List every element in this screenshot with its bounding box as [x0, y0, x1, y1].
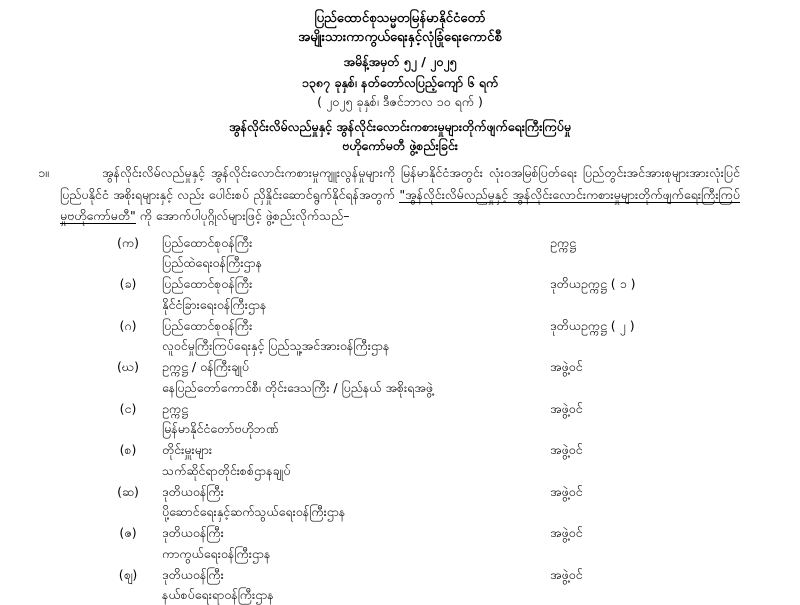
list-item-number: (စ) [119, 442, 137, 458]
list-item-number: (ဃ) [117, 359, 139, 375]
header-date-burmese: ၁၃၈၇ ခုနှစ်၊ နတ်တော်လပြည့်ကျော် ၆ ရက် [301, 75, 499, 91]
list-item-name [154, 482, 546, 523]
list-item [60, 565, 740, 605]
list-item-role: အဖွဲ့ဝင် [550, 400, 583, 416]
list-item-name-line-1: ဒုတိယဝန်ကြီး [162, 525, 224, 541]
list-item-name [154, 316, 546, 357]
document-body-paragraph [38, 162, 741, 227]
list-item-name-line-2: နိုင်ငံခြားရေးဝန်ကြီးဌာန [162, 296, 267, 312]
list-item-role: အဖွဲ့ဝင် [550, 525, 583, 541]
list-item-number: (ဈ) [118, 566, 138, 582]
list-item-role: ဒုတိယဥက္ကဋ္ဌ ( ၁ ) [550, 276, 636, 292]
header-line-country: ပြည်ထောင်စုသမ္မတမြန်မာနိုင်ငံတော် [314, 11, 486, 26]
list-item-number: (ခ) [119, 276, 137, 292]
document-header [60, 10, 740, 112]
header-line-council: အမျိုးသားကာကွယ်ရေးနှင့်လုံခြုံရေးကောင်စီ [298, 29, 502, 45]
document-title-line-2: ဗဟိုကော်မတီ ဖွဲ့စည်းခြင်း [342, 137, 458, 153]
list-item-name-line-2: နေပြည်တော်ကောင်စီ၊ တိုင်းဒေသကြီး / ပြည်နယ် အစိုးရအဖွဲ့ [162, 379, 433, 395]
list-item-name-line-1: ပြည်ထောင်စုဝန်ကြီး [162, 317, 253, 333]
list-item [60, 274, 740, 315]
paragraph-text-part-1: အွန်လိုင်းလိမ်လည်မှုနှင့် အွန်လိုင်းလောင်းကစားမှုကျူးလွန်မှုများကို မြန်မာနိုင်ငံအတွင်း လုံးဝအမြစ်ပြတ်ရေး ပြည်တွင်းအင်အားစုများအားလုံးပြင် ပြည်ပနိုင်ငံ အစိုးရများနှင့် လည်း ပေါင်းစပ် ညှိနှိုင်းဆောင်ရွက်နိုင်ရန်အတွက် [60, 165, 740, 202]
header-order-number: အမိန့်အမှတ် ၅၂ / ၂၀၂၅ [343, 53, 457, 69]
list-item [60, 357, 740, 398]
list-item [60, 440, 740, 481]
list-item-name-line-1: ဥက္ကဋ္ဌ / ဝန်ကြီးချုပ် [162, 359, 250, 375]
list-item-name [154, 274, 546, 315]
header-date-gregorian: ( ၂၀၂၅ ခုနှစ်၊ ဒီဇင်ဘာလ ၁၀ ရက် ) [317, 94, 483, 110]
list-item-name [154, 357, 546, 398]
list-item-name-line-2: နယ်စပ်ရေးရာဝန်ကြီးဌာန [162, 587, 274, 603]
list-item-number: (ဆ) [117, 483, 139, 499]
document-title [60, 118, 740, 156]
list-item-name [154, 565, 546, 605]
list-item-number: (င) [119, 400, 137, 416]
list-item-name-line-2: သက်ဆိုင်ရာတိုင်းစစ်ဌာနချုပ် [162, 462, 291, 478]
list-item-name-line-1: ပြည်ထောင်စုဝန်ကြီး [162, 276, 253, 292]
list-item [60, 399, 740, 440]
list-item-name-line-1: ဒုတိယဝန်ကြီး [162, 566, 224, 582]
list-item-role: အဖွဲ့ဝင် [550, 442, 583, 458]
list-item-number: (ဂ) [119, 317, 137, 333]
list-item [60, 316, 740, 357]
list-item-role: အဖွဲ့ဝင် [550, 483, 583, 499]
list-item-role: အဖွဲ့ဝင် [550, 359, 583, 375]
list-item-number: (က) [117, 234, 139, 250]
list-item-name-line-1: ဒုတိယဝန်ကြီး [162, 483, 224, 499]
paragraph-quoted-committee-name: "အွန်လိုင်းလိမ်လည်မှုနှင့် အွန်လိုင်းလောင်းကစားမှုများတိုက်ဖျက်ရေးကြီးကြပ်မှုဗဟိုကော်မတီ" [60, 186, 741, 224]
list-item [60, 482, 740, 523]
paragraph-marker: ၁။ [38, 165, 49, 181]
list-item-role: ဒုတိယဥက္ကဋ္ဌ ( ၂ ) [550, 317, 635, 333]
list-item [60, 233, 740, 274]
list-item-name-line-2: ကာကွယ်ရေးဝန်ကြီးဌာန [162, 545, 271, 561]
paragraph-text-part-2: ကို အောက်ပါပုဂ္ဂိုလ်များဖြင့် ဖွဲ့စည်းလိုက်သည်– [139, 208, 350, 224]
list-item-number: (ဇ) [119, 525, 137, 541]
list-item-name [154, 440, 546, 481]
list-item-name-line-2: ပြည်ထဲရေးဝန်ကြီးဌာန [162, 255, 263, 271]
list-item-name [154, 523, 546, 564]
member-list [60, 233, 740, 605]
list-item-role: ဥက္ကဋ္ဌ [550, 234, 576, 250]
document-title-line-1: အွန်လိုင်းလိမ်လည်မှုနှင့် အွန်လိုင်းလောင်းကစားမှုများတိုက်ဖျက်ရေးကြီးကြပ်မှု [229, 118, 571, 134]
list-item-name-line-2: မြန်မာနိုင်ငံတော်ဗဟိုဘဏ် [162, 421, 279, 437]
list-item-name-line-2: လူဝင်မှုကြီးကြပ်ရေးနှင့် ပြည်သူ့အင်အားဝန်ကြီးဌာန [162, 338, 390, 354]
list-item-name [154, 233, 546, 274]
list-item-name-line-1: ဥက္ကဋ္ဌ [162, 400, 188, 416]
list-item-name-line-2: ပို့ဆောင်ရေးနှင့်ဆက်သွယ်ရေးဝန်ကြီးဌာန [162, 504, 346, 520]
list-item-name-line-1: ပြည်ထောင်စုဝန်ကြီး [162, 234, 253, 250]
list-item-name-line-1: တိုင်းမှူးများ [162, 442, 213, 458]
list-item-role: အဖွဲ့ဝင် [550, 566, 583, 582]
list-item-name [154, 399, 546, 440]
list-item [60, 523, 740, 564]
